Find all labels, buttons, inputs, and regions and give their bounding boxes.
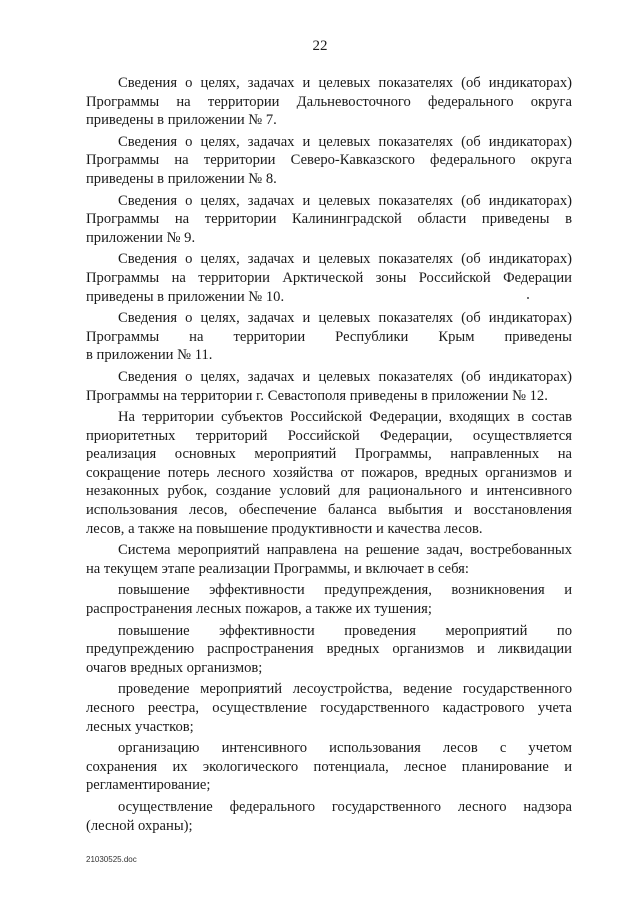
- paragraph-line: реализация основных мероприятий Программы, направленных на: [86, 446, 572, 463]
- paragraph: [86, 309, 572, 365]
- paragraph-line: Программы на территории г. Севастополя приведены в приложении № 12.: [86, 387, 548, 404]
- paragraph: [86, 408, 572, 538]
- paragraph-line: на текущем этапе реализации Программы, и включает в себя:: [86, 560, 469, 577]
- paragraph: [86, 622, 572, 678]
- paragraph-line: сохранения их экологического потенциала, лесное планирование и: [86, 758, 572, 775]
- paragraph: [86, 680, 572, 736]
- paragraph-line: Программы на территории Дальневосточного федерального округа: [86, 93, 572, 110]
- paragraph-line: приведены в приложении № 7.: [86, 112, 277, 129]
- paragraph-line: Сведения о целях, задачах и целевых показателях (об индикаторах): [118, 251, 572, 268]
- paragraph-line: очагов вредных организмов;: [86, 659, 263, 676]
- paragraph-line: (лесной охраны);: [86, 817, 193, 834]
- paragraph-line: Система мероприятий направлена на решение задач, востребованных: [118, 542, 572, 559]
- paragraph: [86, 368, 572, 405]
- paragraph-line: лесов, а также на повышение продуктивности и качества лесов.: [86, 520, 483, 537]
- paragraph-line: сокращение потерь лесного хозяйства от пожаров, вредных организмов и: [86, 464, 572, 481]
- paragraph-line: лесного реестра, осуществление государственного кадастрового учета: [86, 700, 572, 716]
- document-body: [86, 74, 572, 835]
- paragraph: [86, 581, 572, 618]
- paragraph-line: приведены в приложении № 8.: [86, 170, 277, 187]
- paragraph: [86, 541, 572, 578]
- paragraph-line: осуществление федерального государственного лесного надзора: [118, 798, 572, 815]
- paragraph-line: приоритетных территорий Российской Федерации, осуществляется: [86, 427, 572, 444]
- paragraph-line: Сведения о целях, задачах и целевых показателях (об индикаторах): [118, 133, 572, 150]
- scan-speck: [527, 297, 529, 299]
- paragraph-line: проведение мероприятий лесоустройства, ведение государственного: [118, 681, 572, 698]
- paragraph-line: регламентирование;: [86, 777, 211, 794]
- paragraph-line: распространения лесных пожаров, а также их тушения;: [86, 601, 432, 618]
- paragraph: [86, 133, 572, 189]
- paragraph-line: Сведения о целях, задачах и целевых показателях (об индикаторах): [118, 75, 572, 91]
- paragraph: [86, 74, 572, 130]
- paragraph-line: Программы на территории Калининградской области приведены в: [86, 211, 572, 228]
- paragraph-line: использования лесов, обеспечение баланса выбытия и восстановления: [86, 502, 572, 519]
- paragraph-line: Программы на территории Северо-Кавказского федерального округа: [86, 152, 572, 169]
- paragraph: [86, 192, 572, 248]
- footer-filename: 21030525.doc: [86, 855, 137, 864]
- paragraph: [86, 798, 572, 835]
- paragraph-line: повышение эффективности предупреждения, возникновения и: [118, 582, 572, 599]
- paragraph-line: лесных участков;: [86, 718, 194, 735]
- paragraph: [86, 250, 572, 306]
- paragraph-line: повышение эффективности проведения мероприятий по: [118, 622, 572, 639]
- paragraph-line: незаконных рубок, создание условий для рационального и интенсивного: [86, 483, 572, 500]
- paragraph-line: Сведения о целях, задачах и целевых показателях (об индикаторах): [118, 310, 572, 327]
- paragraph-line: Программы на территории Республики Крым приведены: [86, 328, 572, 345]
- paragraph-line: приложении № 9.: [86, 229, 196, 246]
- paragraph: [86, 739, 572, 795]
- paragraph-line: организацию интенсивного использования лесов с учетом: [118, 740, 572, 757]
- paragraph-line: Программы на территории Арктической зоны Российской Федерации: [86, 269, 572, 286]
- paragraph-line: в приложении № 11.: [86, 347, 213, 364]
- paragraph-line: предупреждению распространения вредных организмов и ликвидации: [86, 641, 572, 658]
- paragraph-line: Сведения о целях, задачах и целевых показателях (об индикаторах): [118, 192, 572, 209]
- page-number: 22: [312, 38, 328, 54]
- paragraph-line: Сведения о целях, задачах и целевых показателях (об индикаторах): [118, 368, 572, 385]
- paragraph-line: На территории субъектов Российской Федерации, входящих в состав: [118, 409, 572, 426]
- paragraph-line: приведены в приложении № 10.: [86, 288, 285, 305]
